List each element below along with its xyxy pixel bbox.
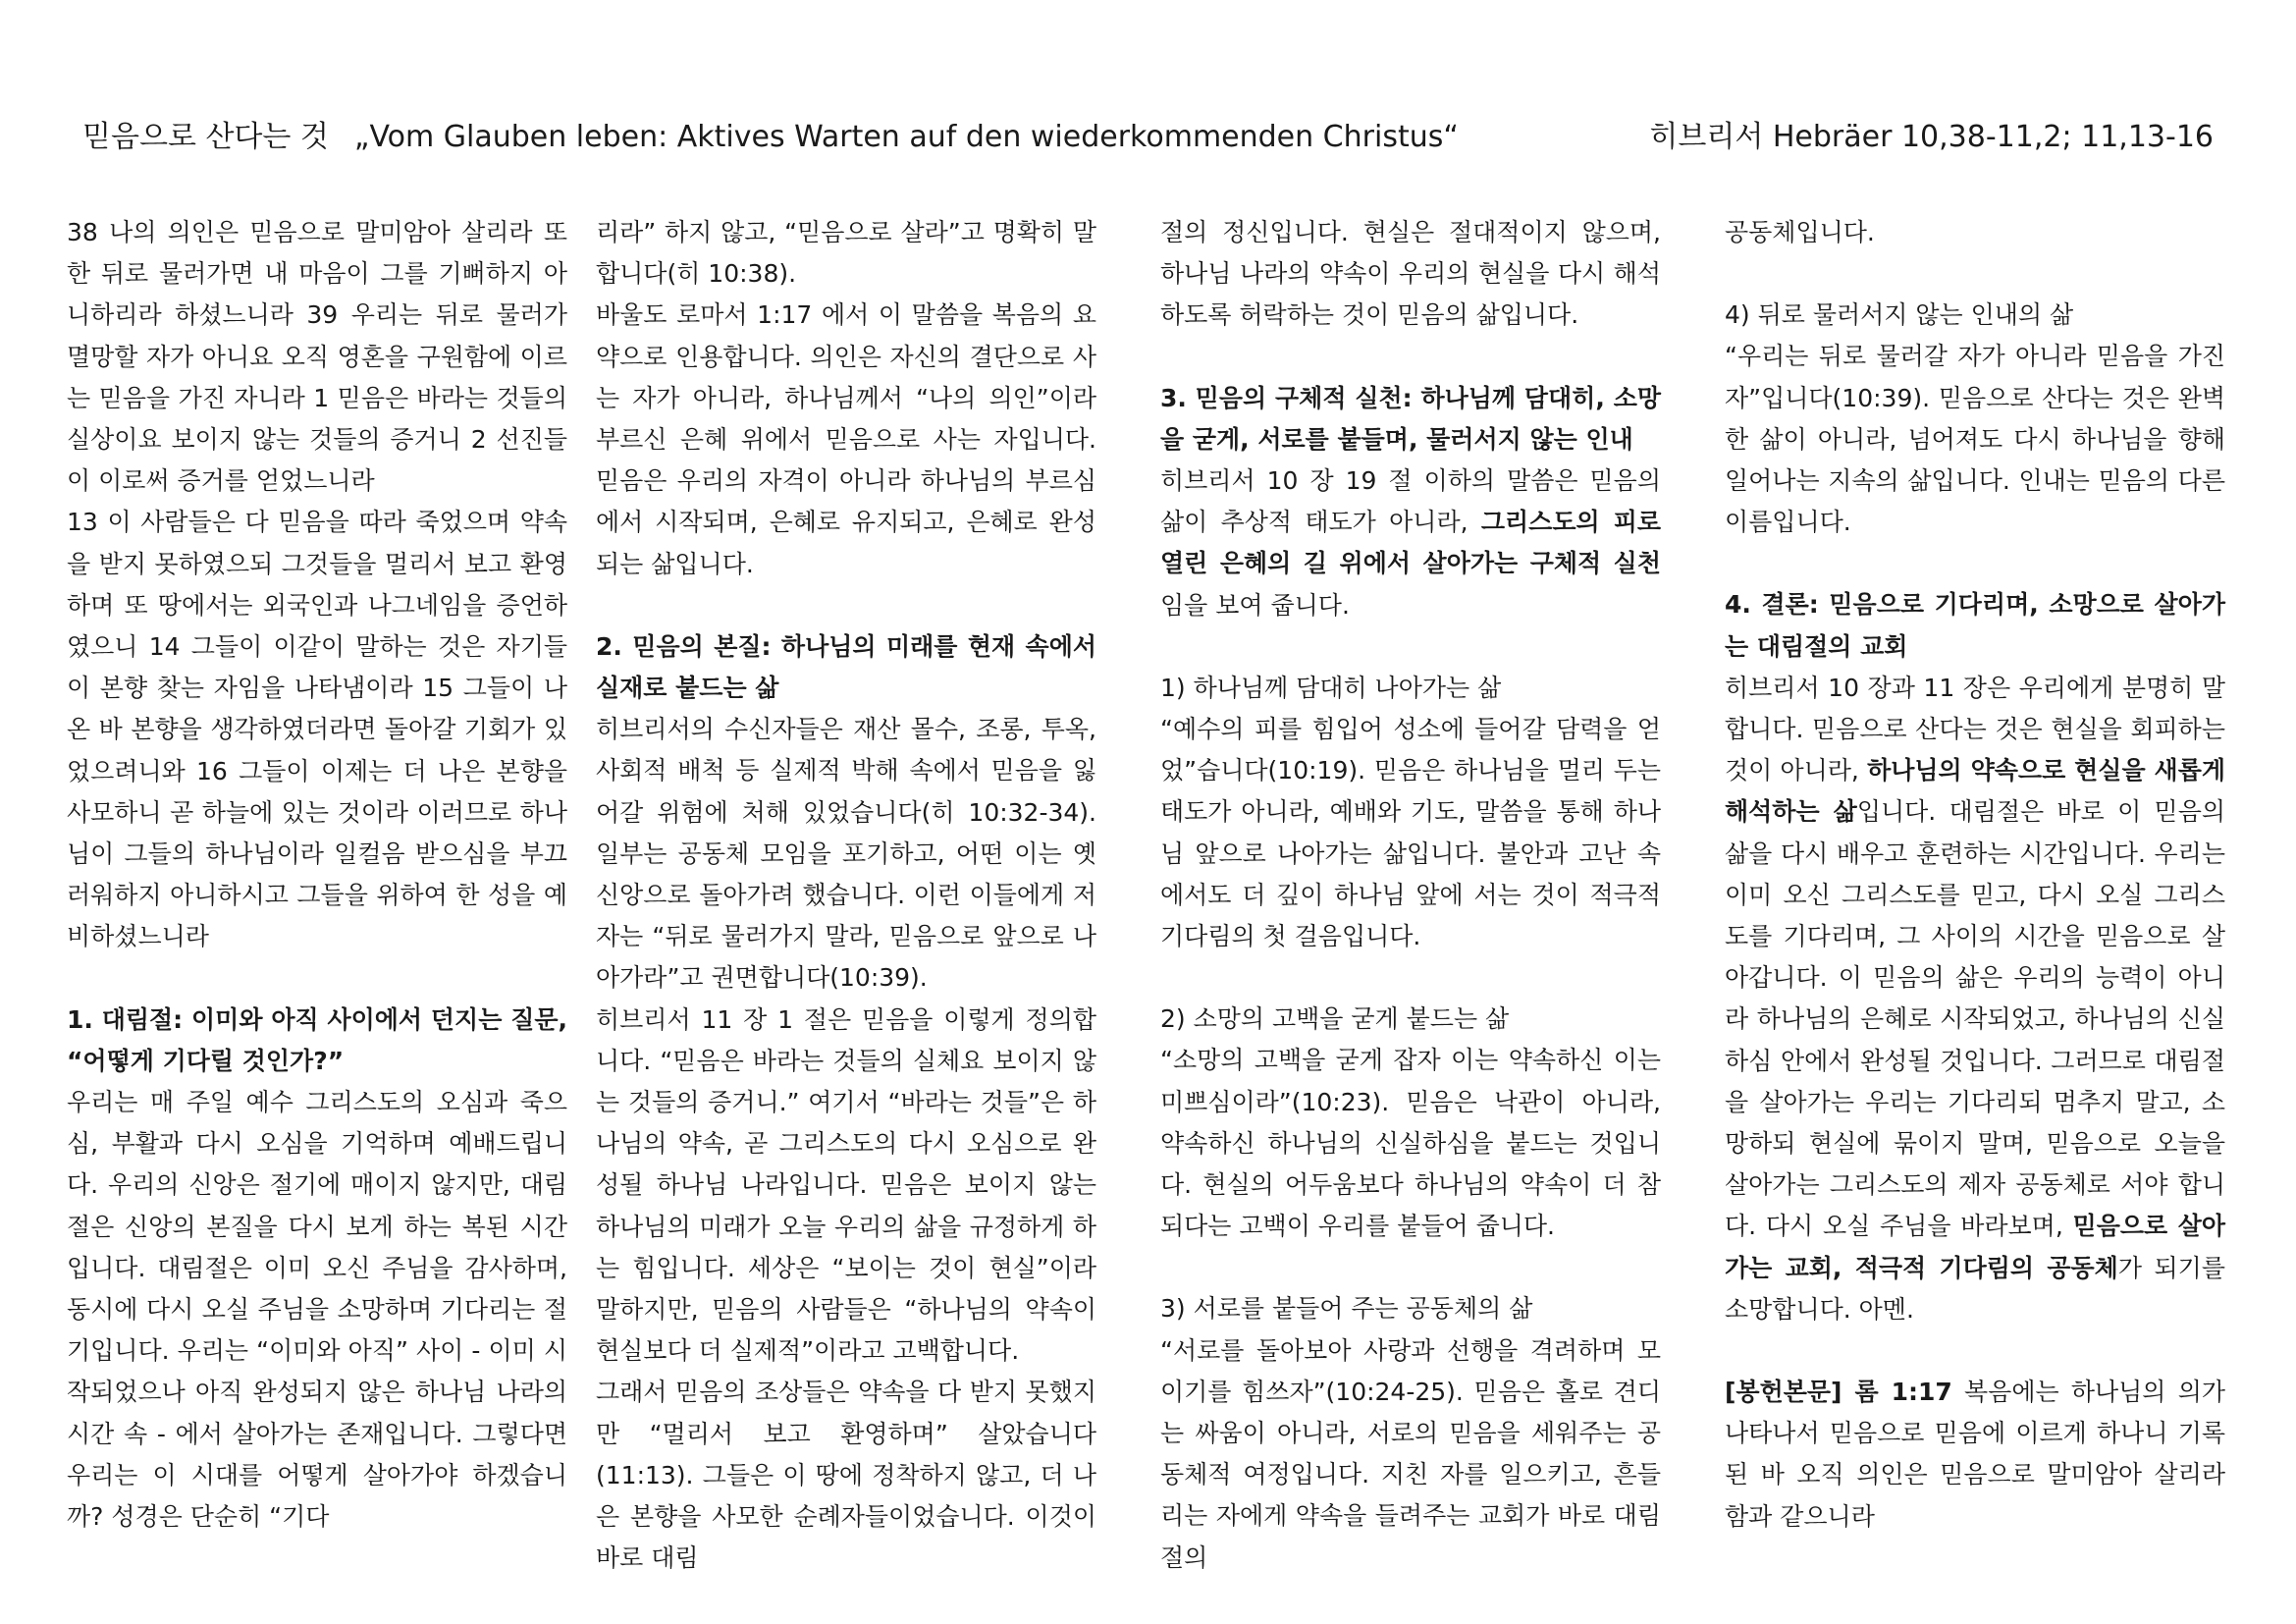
body-paragraph: 우리는 매 주일 예수 그리스도의 오심과 죽으심, 부활과 다시 오심을 기억하며 예배드립니다. 우리의 신앙은 절기에 매이지 않지만, 대림절은 신앙의 본질을 다시 보게 하는 복된 시간입니다. 대림절은 이미 오신 주님을 감사하며, 동시에 다시 오실 주님을 소망하며 기다리는 절기입니다. 우리는 “이미와 아직” 사이 - 이미 시작되었으나 아직 완성되지 않은 하나님 나라의 시간 속 - 에서 살아가는 존재입니다. 그렇다면 우리는 이 시대를 어떻게 살아가야 하겠습니까? 성경은 단순히 “기다 bbox=[67, 1088, 567, 1532]
text-run: 히브리서 10 장 19 절 이하의 말씀은 믿음의 삶이 추상적 태도가 아니라, bbox=[1160, 466, 1661, 537]
scripture-reference: 히브리서 Hebräer 10,38-11,2; 11,13-16 bbox=[1649, 120, 2214, 154]
emphasis-text: 믿음으로 살아가는 교회, 적극적 기다림의 공동체 bbox=[1725, 1212, 2225, 1282]
page-header bbox=[82, 112, 2214, 155]
text-run: 히브리서 10 장과 11 장은 우리에게 분명히 말합니다. 믿음으로 산다는 것은 현실을 회피하는 것이 아니라, bbox=[1725, 673, 2225, 785]
body-paragraph bbox=[1160, 460, 1661, 626]
section-heading-2: 2. 믿음의 본질: 하나님의 미래를 현재 속에서 실재로 붙드는 삶 bbox=[596, 631, 1096, 703]
emphasis-text: 그리스도의 피로 열린 은혜의 길 위에서 살아가는 구체적 실천 bbox=[1160, 508, 1661, 578]
offering-verse: 복음에는 하나님의 의가 나타나서 믿음으로 믿음에 이르게 하나니 기록된 바 오직 의인은 믿음으로 말미암아 살리라 함과 같으니라 bbox=[1725, 1378, 2225, 1531]
scripture-passage-1: 38 나의 의인은 믿음으로 말미암아 살리라 또한 뒤로 물러가면 내 마음이 그를 기뻐하지 아니하리라 하셨느니라 39 우리는 뒤로 물러가 멸망할 자가 아니요 오직 영혼을 구원함에 이르는 믿음을 가진 자니라 1 믿음은 바라는 것들의 실상이요 보이지 않는 것들의 증거니 2 선진들이 이로써 증거를 얻었느니라 bbox=[67, 218, 567, 496]
column-3 bbox=[1160, 212, 1661, 1579]
subheading-4: 4) 뒤로 물러서지 않는 인내의 삶 bbox=[1725, 300, 2074, 330]
subheading-2: 2) 소망의 고백을 굳게 붙드는 삶 bbox=[1160, 1004, 1510, 1034]
body-paragraph: 절의 정신입니다. 현실은 절대적이지 않으며, 하나님 나라의 약속이 우리의 현실을 다시 해석하도록 허락하는 것이 믿음의 삶입니다. bbox=[1160, 218, 1661, 330]
body-paragraph: 히브리서 11 장 1 절은 믿음을 이렇게 정의합니다. “믿음은 바라는 것들의 실체요 보이지 않는 것들의 증거니.” 여기서 “바라는 것들”은 하나님의 약속, 곧 그리스도의 다시 오심으로 완성될 하나님 나라입니다. 믿음은 보이지 않는 하나님의 미래가 오늘 우리의 삶을 규정하게 하는 힘입니다. 세상은 “보이는 것이 현실”이라 말하지만, 믿음의 사람들은 “하나님의 약속이 현실보다 더 실제적”이라고 고백합니다. bbox=[596, 1004, 1096, 1366]
offering-label: [봉헌본문] 롬 1:17 bbox=[1725, 1378, 1952, 1407]
emphasis-text: 하나님의 약속으로 현실을 새롭게 해석하는 삶 bbox=[1725, 756, 2226, 827]
offering-text bbox=[1725, 1372, 2225, 1538]
subheading-1: 1) 하나님께 담대히 나아가는 삶 bbox=[1160, 673, 1502, 702]
scripture-passage-2: 13 이 사람들은 다 믿음을 따라 죽었으며 약속을 받지 못하였으되 그것들을 멀리서 보고 환영하며 또 땅에서는 외국인과 나그네임을 증언하였으니 14 그들이 이같이 말하는 것은 자기들이 본향 찾는 자임을 나타냄이라 15 그들이 나온 바 본향을 생각하였더라면 돌아갈 기회가 있었으려니와 16 그들이 이제는 더 나은 본향을 사모하니 곧 하늘에 있는 것이라 이러므로 하나님이 그들의 하나님이라 일컬음 받으심을 부끄러워하지 아니하시고 그들을 위하여 한 성을 예비하셨느니라 bbox=[67, 508, 567, 951]
column-2 bbox=[596, 212, 1096, 1580]
title-german: „Vom Glauben leben: Aktives Warten auf den wiederkommenden Christus“ bbox=[353, 120, 1459, 154]
page-title bbox=[82, 112, 1459, 155]
text-run: 가 되기를 소망합니다. 아멘. bbox=[1725, 1253, 2225, 1324]
body-paragraph: 공동체입니다. bbox=[1725, 218, 1875, 246]
column-1 bbox=[67, 212, 567, 1538]
body-paragraph: 리라” 하지 않고, “믿음으로 살라”고 명확히 말합니다(히 10:38). bbox=[596, 218, 1096, 289]
section-heading-1: 1. 대림절: 이미와 아직 사이에서 던지는 질문, “어떻게 기다릴 것인가?” bbox=[67, 1004, 567, 1075]
title-korean: 믿음으로 산다는 것 bbox=[82, 120, 329, 154]
body-paragraph: “예수의 피를 힘입어 성소에 들어갈 담력을 얻었”습니다(10:19). 믿음은 하나님을 멀리 두는 태도가 아니라, 예배와 기도, 말씀을 통해 하나님 앞으로 나아가는 삶입니다. 불안과 고난 속에서도 더 깊이 하나님 앞에 서는 것이 적극적 기다림의 첫 걸음입니다. bbox=[1160, 715, 1661, 951]
body-paragraph: “서로를 돌아보아 사랑과 선행을 격려하며 모이기를 힘쓰자”(10:24-25). 믿음은 홀로 견디는 싸움이 아니라, 서로의 믿음을 세워주는 공동체적 여정입니다. 지친 자를 일으키고, 흔들리는 자에게 약속을 들려주는 교회가 바로 대림절의 bbox=[1160, 1335, 1661, 1572]
subheading-3: 3) 서로를 붙들어 주는 공동체의 삶 bbox=[1160, 1294, 1533, 1324]
body-paragraph: “소망의 고백을 굳게 잡자 이는 약속하신 이는 미쁘심이라”(10:23). 믿음은 낙관이 아니라, 약속하신 하나님의 신실하심을 붙드는 것입니다. 현실의 어두움보다 하나님의 약속이 더 참되다는 고백이 우리를 붙들어 줍니다. bbox=[1160, 1046, 1661, 1241]
body-paragraph: “우리는 뒤로 물러갈 자가 아니라 믿음을 가진 자”입니다(10:39). 믿음으로 산다는 것은 완벽한 삶이 아니라, 넘어져도 다시 하나님을 향해 일어나는 지속의 삶입니다. 인내는 믿음의 다른 이름입니다. bbox=[1725, 342, 2225, 537]
body-paragraph: 바울도 로마서 1:17 에서 이 말씀을 복음의 요약으로 인용합니다. 의인은 자신의 결단으로 사는 자가 아니라, 하나님께서 “나의 의인”이라 부르신 은혜 위에서 믿음으로 사는 자입니다. 믿음은 우리의 자격이 아니라 하나님의 부르심에서 시작되며, 은혜로 유지되고, 은혜로 완성되는 삶입니다. bbox=[596, 300, 1096, 578]
text-run: 입니다. 대림절은 바로 이 믿음의 삶을 다시 배우고 훈련하는 시간입니다. 우리는 이미 오신 그리스도를 믿고, 다시 오실 그리스도를 기다리며, 그 사이의 시간을 믿음으로 살아갑니다. 이 믿음의 삶은 우리의 능력이 아니라 하나님의 은혜로 시작되었고, 하나님의 신실하심 안에서 완성될 것입니다. 그러므로 대림절을 살아가는 우리는 기다리되 멈추지 말고, 소망하되 현실에 묶이지 말며, 믿음으로 오늘을 살아가는 그리스도의 제자 공동체로 서야 합니다. 다시 오실 주님을 바라보며, bbox=[1725, 797, 2225, 1241]
section-heading-3: 3. 믿음의 구체적 실천: 하나님께 담대히, 소망을 굳게, 서로를 붙들며, 물러서지 않는 인내 bbox=[1160, 383, 1661, 454]
column-4 bbox=[1725, 212, 2225, 1538]
text-run: 임을 보여 줍니다. bbox=[1160, 590, 1350, 620]
body-paragraph bbox=[1725, 668, 2225, 1330]
section-heading-4: 4. 결론: 믿음으로 기다리며, 소망으로 살아가는 대림절의 교회 bbox=[1725, 590, 2225, 661]
body-paragraph: 그래서 믿음의 조상들은 약속을 다 받지 못했지만 “멀리서 보고 환영하며” 살았습니다(11:13). 그들은 이 땅에 정착하지 않고, 더 나은 본향을 사모한 순례자들이었습니다. 이것이 바로 대림 bbox=[596, 1378, 1096, 1573]
body-paragraph: 히브리서의 수신자들은 재산 몰수, 조롱, 투옥, 사회적 배척 등 실제적 박해 속에서 믿음을 잃어갈 위험에 처해 있었습니다(히 10:32-34). 일부는 공동체 모임을 포기하고, 어떤 이는 옛 신앙으로 돌아가려 했습니다. 이런 이들에게 저자는 “뒤로 물러가지 말라, 믿음으로 앞으로 나아가라”고 권면합니다(10:39). bbox=[596, 715, 1096, 993]
